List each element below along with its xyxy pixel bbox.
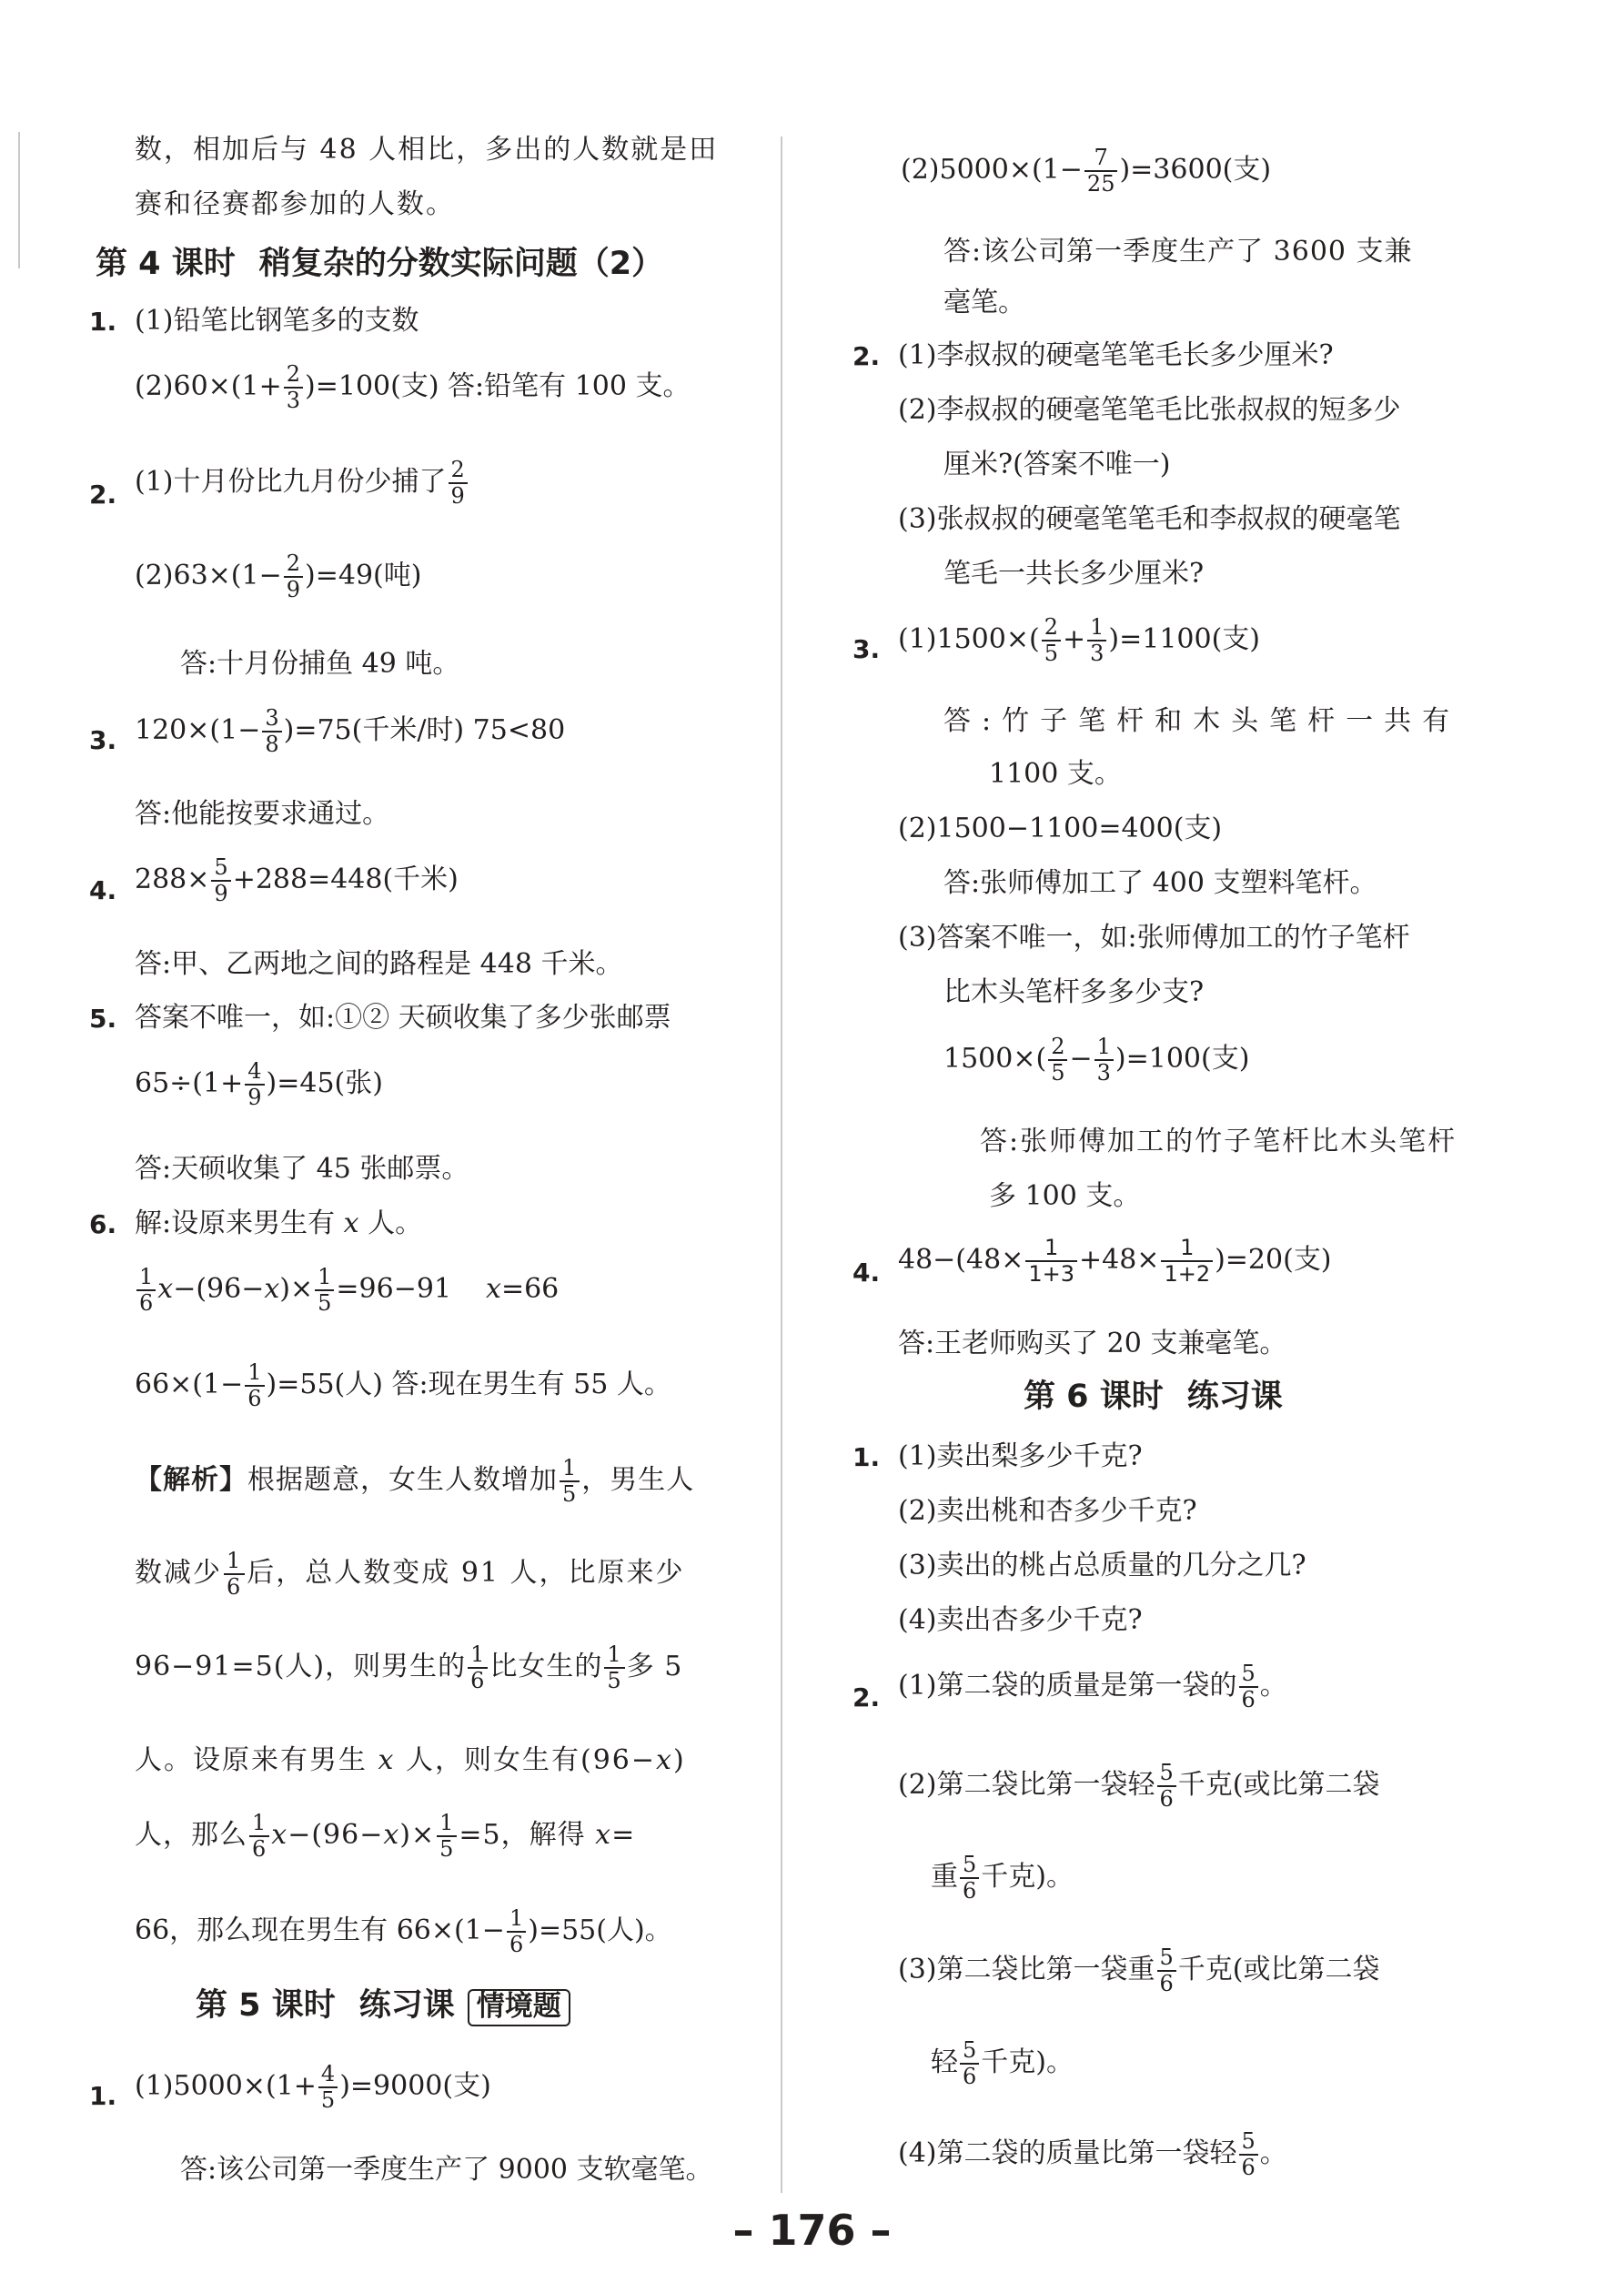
q1-part1: (1)铅笔比钢笔多的支数 xyxy=(135,305,419,337)
l5-q2-part2-line2: 厘米?(答案不唯一) xyxy=(943,449,1171,480)
l5-q2-part3-line1: (3)张叔叔的硬毫笔笔毛和李叔叔的硬毫笔 xyxy=(898,503,1401,535)
l5-q1-number: 1. xyxy=(89,2081,117,2111)
l5-q3-answer3-line2: 多 100 支。 xyxy=(989,1180,1141,1212)
fraction: $\frac{2}{5}$ xyxy=(1048,1035,1067,1086)
fraction: $\frac{1}{6}$ xyxy=(249,1811,269,1862)
l5-q3-answer2: 答:张师傅加工了 400 支塑料笔杆。 xyxy=(943,867,1377,899)
page-number: – 176 – xyxy=(732,2206,892,2255)
l5-q4-equation: 48−(48× $\frac{1}{1+3}$ +48× $\frac{1}{1+2}$ )=20(支) xyxy=(898,1235,1332,1287)
fraction: $\frac{1}{3}$ xyxy=(1094,1035,1114,1086)
q6-number: 6. xyxy=(89,1209,117,1239)
fraction: $\frac{1}{3}$ xyxy=(1087,615,1106,666)
fraction: $\frac{1}{5}$ xyxy=(604,1642,624,1693)
l5-q3-number: 3. xyxy=(852,634,881,664)
fraction: $\frac{1}{5}$ xyxy=(437,1811,457,1862)
q6-equation: $\frac{1}{6}$ x−(96−x)× $\frac{1}{5}$ =96−91 x=66 xyxy=(135,1265,559,1316)
fraction: $\frac{1}{1+3}$ xyxy=(1025,1236,1077,1287)
lesson6-heading xyxy=(1024,1381,1283,1413)
l5-q1-answer: 答:该公司第一季度生产了 9000 支软毫笔。 xyxy=(180,2154,713,2186)
q4-number: 4. xyxy=(89,875,117,905)
q4-answer: 答:甲、乙两地之间的路程是 448 千米。 xyxy=(135,948,623,980)
q1-number: 1. xyxy=(89,307,117,337)
lesson5-subtitle: 练习课 xyxy=(358,1987,455,2024)
l5-q3-answer1-line2: 1100 支。 xyxy=(989,758,1122,790)
analysis-line-2: 数减少 $\frac{1}{6}$ 后，总人数变成 91 人，比原来少 xyxy=(135,1548,685,1600)
l5-q1-answer2-line2: 毫笔。 xyxy=(943,287,1025,318)
analysis-line-3: 96−91=5(人)，则男生的 $\frac{1}{6}$ 比女生的 $\frac{1}{5}$ 多 5 xyxy=(135,1642,683,1693)
l5-q3-part2: (2)1500−1100=400(支) xyxy=(898,813,1223,844)
fraction: $\frac{1}{5}$ xyxy=(560,1456,580,1507)
fraction: $\frac{2}{9}$ xyxy=(449,458,468,509)
fraction: $\frac{4}{5}$ xyxy=(318,2062,338,2113)
lesson4-heading xyxy=(96,248,663,280)
analysis-line-1: 【解析】根据题意，女生人数增加 $\frac{1}{5}$ ，男生人 xyxy=(135,1455,695,1507)
q3-number: 3. xyxy=(89,725,117,755)
left-column xyxy=(0,0,782,2211)
l6-q1-part3: (3)卖出的桃占总质量的几分之几? xyxy=(898,1550,1306,1581)
q2-number: 2. xyxy=(89,480,117,510)
l6-q2-part4: (4)第二袋的质量比第一袋轻 $\frac{5}{6}$ 。 xyxy=(898,2128,1287,2180)
l5-q2-part3-line2: 笔毛一共长多少厘米? xyxy=(943,558,1205,590)
intro-line-1: 数，相加后与 48 人相比，多出的人数就是田 xyxy=(135,134,719,166)
q6-result: 66×(1− $\frac{1}{6}$ )=55(人) 答:现在男生有 55 人。 xyxy=(135,1359,671,1411)
q3-answer: 答:他能按要求通过。 xyxy=(135,798,390,830)
lesson4-title: 第 4 课时 xyxy=(96,246,236,282)
analysis-line-5: 人，那么 $\frac{1}{6}$ x−(96−x)× $\frac{1}{5}$ =5，解得 x= xyxy=(135,1810,636,1862)
l6-q2-part2-line1: (2)第二袋比第一袋轻 $\frac{5}{6}$ 千克(或比第二袋 xyxy=(898,1760,1380,1812)
l5-q3-equation3: 1500×( $\frac{2}{5}$ − $\frac{1}{3}$ )=100(支) xyxy=(943,1034,1250,1086)
fraction: $\frac{5}{6}$ xyxy=(960,1853,979,1904)
fraction: $\frac{2}{3}$ xyxy=(284,362,303,413)
l6-q2-part3-line1: (3)第二袋比第一袋重 $\frac{5}{6}$ 千克(或比第二袋 xyxy=(898,1945,1380,1996)
lesson6-title: 第 6 课时 xyxy=(1024,1379,1164,1415)
l5-q1-part2: (2)5000×(1− $\frac{7}{25}$ )=3600(支) xyxy=(901,145,1272,197)
fraction: $\frac{5}{6}$ xyxy=(1157,1761,1176,1812)
fraction: $\frac{1}{6}$ xyxy=(245,1360,264,1411)
fraction: $\frac{5}{6}$ xyxy=(1157,1945,1176,1996)
fraction: $\frac{1}{6}$ xyxy=(136,1265,156,1316)
lesson6-subtitle: 练习课 xyxy=(1186,1379,1283,1415)
fraction: $\frac{2}{9}$ xyxy=(284,551,303,602)
l6-q1-number: 1. xyxy=(852,1442,881,1472)
fraction: $\frac{2}{5}$ xyxy=(1042,615,1061,666)
q5-equation: 65÷(1+ $\frac{4}{9}$ )=45(张) xyxy=(135,1058,383,1110)
intro-line-2: 赛和径赛都参加的人数。 xyxy=(135,188,455,220)
l6-q2-number: 2. xyxy=(852,1682,881,1712)
fraction: $\frac{4}{9}$ xyxy=(245,1059,264,1110)
q5-part1: 答案不唯一，如:①② 天硕收集了多少张邮票 xyxy=(135,1002,671,1034)
fraction: $\frac{5}{6}$ xyxy=(1239,1662,1258,1712)
fraction: $\frac{5}{6}$ xyxy=(1239,2129,1258,2180)
l5-q1-part1: (1)5000×(1+ $\frac{4}{5}$ )=9000(支) xyxy=(135,2061,491,2113)
analysis-line-4: 人。设原来有男生 x 人，则女生有(96−x) xyxy=(135,1744,686,1776)
l5-q4-number: 4. xyxy=(852,1258,881,1288)
l6-q2-part3-line2: 轻 $\frac{5}{6}$ 千克)。 xyxy=(931,2037,1074,2089)
q5-answer: 答:天硕收集了 45 张邮票。 xyxy=(135,1153,469,1185)
q3-equation: 120×(1− $\frac{3}{8}$ )=75(千米/时) 75<80 xyxy=(135,705,566,757)
analysis-label: 【解析】 xyxy=(135,1463,247,1496)
lesson4-subtitle: 稍复杂的分数实际问题（2） xyxy=(258,246,664,282)
q6-setup: 解:设原来男生有 x 人。 xyxy=(135,1207,423,1239)
l5-q3-part3-line1: (3)答案不唯一，如:张师傅加工的竹子笔杆 xyxy=(898,922,1410,954)
q2-answer: 答:十月份捕鱼 49 吨。 xyxy=(180,648,460,680)
q5-number: 5. xyxy=(89,1004,117,1034)
l5-q2-part2-line1: (2)李叔叔的硬毫笔笔毛比张叔叔的短多少 xyxy=(898,394,1401,426)
l6-q1-part1: (1)卖出梨多少千克? xyxy=(898,1440,1143,1472)
fraction: $\frac{1}{5}$ xyxy=(315,1265,334,1316)
right-column xyxy=(796,0,1624,2211)
l6-q2-part2-line2: 重 $\frac{5}{6}$ 千克)。 xyxy=(931,1852,1074,1904)
l5-q4-answer: 答:王老师购买了 20 支兼毫笔。 xyxy=(898,1328,1287,1359)
fraction: $\frac{3}{8}$ xyxy=(262,706,281,757)
lesson5-title: 第 5 课时 xyxy=(196,1987,336,2024)
l6-q1-part4: (4)卖出杏多少千克? xyxy=(898,1604,1143,1636)
q2-part2: (2)63×(1− $\frac{2}{9}$ )=49(吨) xyxy=(135,551,422,602)
fraction: $\frac{1}{6}$ xyxy=(468,1642,488,1693)
analysis-line-6: 66，那么现在男生有 66×(1− $\frac{1}{6}$ )=55(人)。 xyxy=(135,1905,672,1957)
fraction: $\frac{5}{9}$ xyxy=(211,855,230,906)
l6-q1-part2: (2)卖出桃和杏多少千克? xyxy=(898,1495,1197,1527)
fraction: $\frac{1}{6}$ xyxy=(224,1549,245,1600)
q4-equation: 288× $\frac{5}{9}$ +288=448(千米) xyxy=(135,854,459,906)
fraction: $\frac{1}{1+2}$ xyxy=(1161,1236,1213,1287)
l5-q2-number: 2. xyxy=(852,341,881,371)
fraction: $\frac{7}{25}$ xyxy=(1084,146,1118,197)
l5-q2-part1: (1)李叔叔的硬毫笔笔毛长多少厘米? xyxy=(898,339,1334,371)
l5-q1-answer2-line1: 答:该公司第一季度生产了 3600 支兼 xyxy=(943,236,1413,268)
lesson5-heading xyxy=(196,1989,570,2026)
l5-q3-answer1-line1: 答:竹子笔杆和木头笔杆一共有 xyxy=(943,705,1461,737)
l5-q3-part3-line2: 比木头笔杆多多少支? xyxy=(943,976,1205,1008)
q1-part2: (2)60×(1+ $\frac{2}{3}$ )=100(支) 答:铅笔有 100 支。 xyxy=(135,361,691,413)
situational-tag: 情境题 xyxy=(468,1989,570,2026)
fraction: $\frac{1}{6}$ xyxy=(507,1906,526,1957)
fraction: $\frac{5}{6}$ xyxy=(960,2038,979,2089)
l6-q2-part1: (1)第二袋的质量是第一袋的 $\frac{5}{6}$ 。 xyxy=(898,1661,1287,1712)
q2-part1: (1)十月份比九月份少捕了 $\frac{2}{9}$ xyxy=(135,458,469,509)
l5-q3-part1: (1)1500×( $\frac{2}{5}$ + $\frac{1}{3}$ )=1100(支) xyxy=(898,614,1260,666)
l5-q3-answer3-line1: 答:张师傅加工的竹子笔杆比木头笔杆 xyxy=(980,1126,1458,1157)
